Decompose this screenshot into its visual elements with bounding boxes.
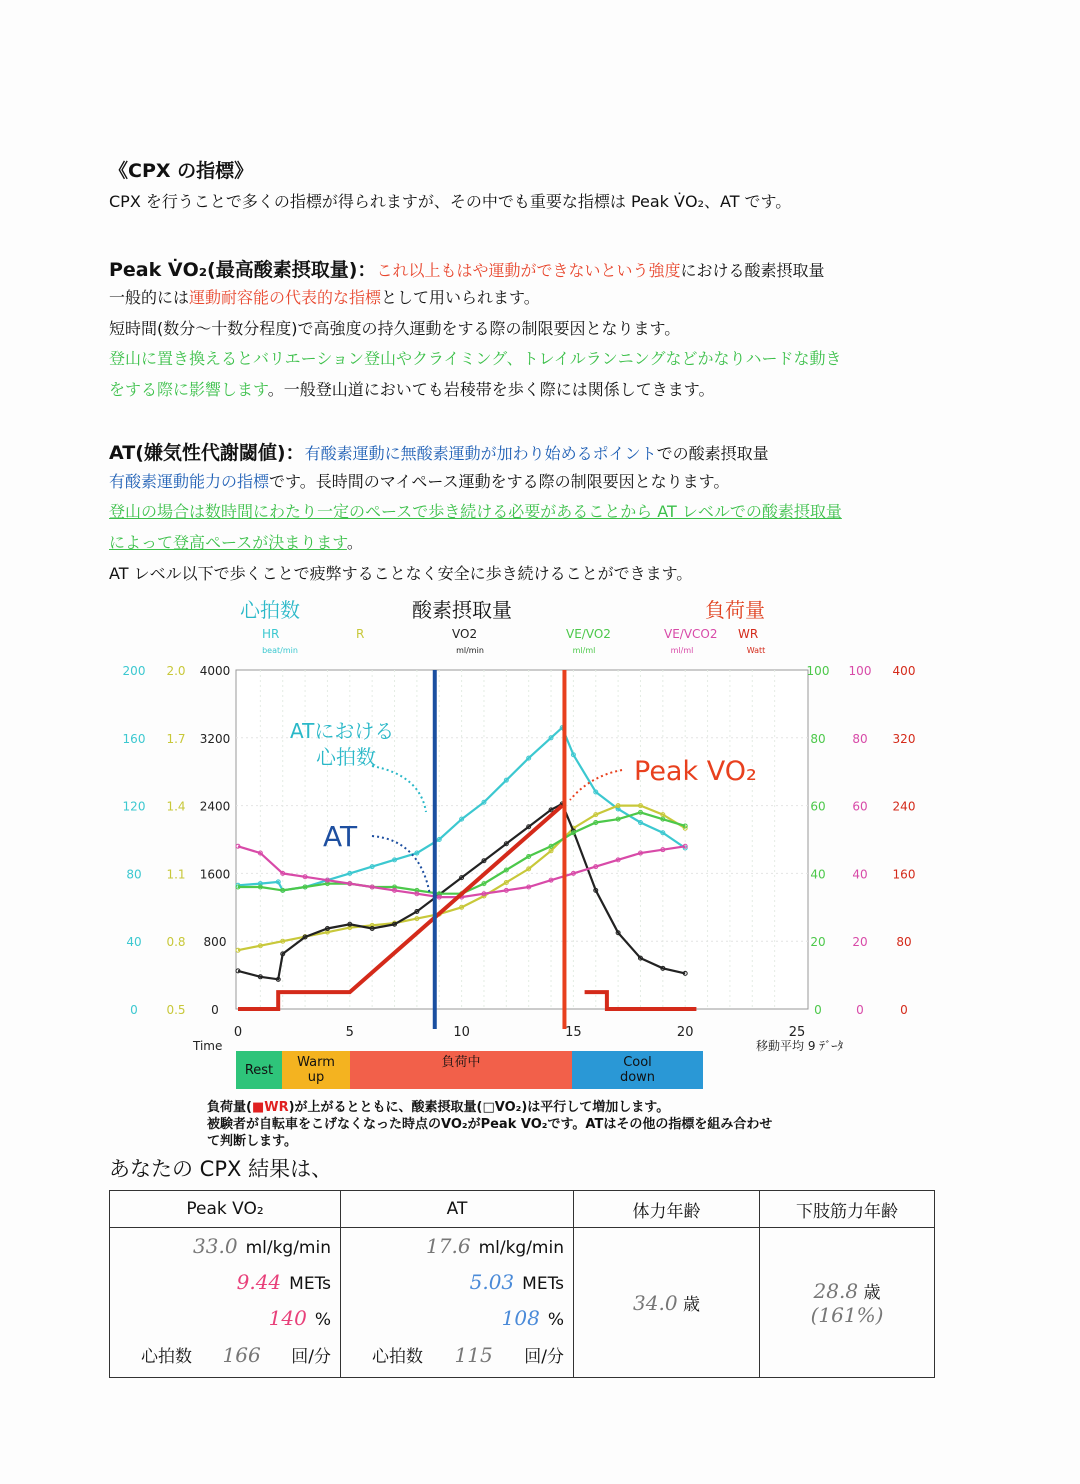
peak-vo2-value: 33.0 (193, 1234, 238, 1258)
y-tick-label: 20 (852, 935, 868, 950)
x-axis-label: Time (193, 1039, 223, 1053)
fitness-age-value: 34.0 (633, 1291, 678, 1315)
y-tick-label: 40 (852, 867, 868, 882)
at-vo2-value: 17.6 (426, 1234, 471, 1258)
y-tick-label: 0 (856, 1003, 864, 1017)
x-tick-label: 10 (453, 1025, 470, 1040)
peak-heading: Peak V̇O₂(最高酸素摂取量)： (109, 259, 377, 281)
legend-r: R (356, 627, 365, 641)
y-tick-label: 100 (848, 664, 872, 678)
y-tick-label: 1600 (199, 867, 231, 882)
y-tick-label: 120 (122, 799, 146, 814)
y-tick-label: 0 (900, 1003, 908, 1017)
y-tick-label: 40 (126, 935, 142, 950)
y-tick-label: 80 (126, 867, 142, 882)
at-heading: AT(嫌気性代謝閾値)： (109, 442, 305, 464)
phase-rest: Rest (236, 1051, 282, 1089)
unit: % (547, 1310, 564, 1330)
unit: ml/kg/min (478, 1238, 564, 1258)
at-line4: 。 (346, 533, 363, 552)
y-tick-label: 80 (896, 935, 912, 950)
peak-mets-value: 9.44 (236, 1270, 282, 1294)
peak-line5-highlight: をする際に影響します (109, 380, 268, 399)
legend-ve-vo2: VE/VO2 (566, 627, 611, 641)
hr-label: 心拍数 (141, 1347, 192, 1367)
y-tick-label: 80 (810, 731, 826, 746)
y-tick-label: 1.7 (166, 731, 186, 746)
at-pct-value: 108 (501, 1306, 540, 1330)
y-tick-label: 240 (892, 799, 916, 814)
results-title: あなたの CPX 結果は、 (109, 1157, 333, 1181)
at-line2-highlight: 有酸素運動能力の指標 (109, 472, 270, 491)
legend-vo2: VO2 (452, 627, 478, 641)
y-tick-label: 0.8 (166, 935, 186, 950)
section-title: 《CPX の指標》 (109, 160, 254, 182)
header-fitness-age: 体力年齢 (574, 1191, 760, 1228)
peak-line2: 一般的には (109, 288, 190, 307)
y-tick-label: 400 (892, 664, 916, 678)
fitness-age-cell (574, 1228, 760, 1378)
legend-unit: ml/ml (572, 646, 596, 655)
leg-age-pct: (161%) (810, 1303, 884, 1327)
at-hr-value: 115 (454, 1343, 493, 1367)
at-line5: AT レベル以下で歩くことで疲弊することなく安全に歩き続けることができます。 (109, 564, 693, 583)
cpx-chart (0, 590, 1080, 1060)
annotation-at: AT (323, 820, 358, 853)
y-tick-label: 2.0 (166, 664, 186, 678)
y-tick-label: 160 (892, 867, 916, 882)
y-tick-label: 40 (810, 867, 826, 882)
phase-warmup: Warm up (282, 1051, 350, 1089)
y-tick-label: 0 (130, 1003, 138, 1017)
y-tick-label: 200 (122, 664, 146, 678)
at-line3: 登山の場合は数時間にわたり一定のペースで歩き続ける必要があることから AT レベルでの酸素摂取量 (109, 502, 842, 521)
legend-hr: HR (262, 627, 280, 641)
y-tick-label: 60 (852, 799, 868, 814)
unit: % (314, 1310, 331, 1330)
at-def-rest: での酸素摂取量 (656, 444, 769, 463)
y-tick-label: 1.4 (166, 799, 186, 814)
at-mets-value: 5.03 (469, 1270, 515, 1294)
intro-text: CPX を行うことで多くの指標が得られますが、その中でも重要な指標は Peak V̇O₂、AT です。 (109, 192, 792, 211)
at-line2: です。長時間のマイペース運動をする際の制限要因となります。 (269, 472, 730, 491)
legend-ve-vco2: VE/VCO2 (664, 627, 718, 641)
header-leg-age: 下肢筋力年齢 (760, 1191, 935, 1228)
legend-unit: ml/min (456, 646, 484, 655)
phase-cooldown: Cool down (572, 1051, 703, 1089)
annotation-peak-vo2: Peak VO₂ (634, 756, 757, 787)
y-tick-label: 80 (852, 731, 868, 746)
unit: ml/kg/min (245, 1238, 331, 1258)
at-def-highlight: 有酸素運動に無酸素運動が加わり始めるポイント (304, 444, 657, 463)
at-line4-highlight: によって登高ペースが決まります (109, 533, 347, 552)
x-tick-label: 0 (233, 1025, 243, 1040)
y-tick-label: 1.1 (166, 867, 186, 882)
y-tick-label: 4000 (199, 664, 231, 678)
x-tick-label: 20 (676, 1025, 694, 1040)
unit: 歳 (682, 1295, 700, 1315)
header-at: AT (341, 1191, 574, 1228)
caption-line2: 被験者が自転車をこげなくなった時点のVO₂がPeak VO₂です。ATはその他の指標を組み合わせ (207, 1117, 773, 1132)
leg-age-cell (760, 1228, 935, 1378)
peak-hr-value: 166 (222, 1343, 261, 1367)
chart-group-title: 負荷量 (705, 598, 765, 622)
chart-group-title: 酸素摂取量 (412, 598, 512, 622)
y-tick-label: 3200 (199, 731, 231, 746)
legend-unit: beat/min (262, 646, 298, 655)
x-tick-label: 5 (345, 1025, 354, 1040)
y-tick-label: 100 (806, 664, 830, 678)
caption-line1: 負荷量( (207, 1100, 252, 1115)
peak-line5: 。一般登山道においても岩稜帯を歩く際には関係してきます。 (267, 380, 715, 399)
annotation-at-hr: 心拍数 (316, 745, 376, 769)
peak-cell (110, 1228, 341, 1378)
at-cell (341, 1228, 574, 1378)
results-table (109, 1190, 935, 1378)
y-tick-label: 2400 (199, 799, 231, 814)
unit: METs (289, 1274, 331, 1294)
smoothing-note: 移動平均 9 ﾃﾞｰﾀ (756, 1039, 844, 1053)
unit: METs (522, 1274, 564, 1294)
peak-line3: 短時間(数分～十数分程度)で高強度の持久運動をする際の制限要因となります。 (109, 319, 681, 338)
y-tick-label: 800 (203, 935, 227, 950)
peak-def-highlight: これ以上もはや運動ができないという強度 (376, 261, 681, 280)
caption-line1-end: )が上がるとともに、酸素摂取量(□VO₂)は平行して増加します。 (288, 1100, 670, 1115)
caption-line3: て判断します。 (207, 1134, 297, 1149)
hr-label: 心拍数 (372, 1347, 423, 1367)
annotation-at-hr: ATにおける (290, 719, 395, 743)
phase-load: 負荷中 (350, 1051, 572, 1089)
legend-unit: Watt (746, 646, 766, 655)
peak-pct-value: 140 (268, 1306, 307, 1330)
y-tick-label: 0 (211, 1003, 219, 1017)
x-tick-label: 15 (565, 1025, 582, 1040)
unit: 歳 (863, 1283, 881, 1303)
y-tick-label: 320 (892, 731, 916, 746)
chart-group-title: 心拍数 (240, 598, 300, 622)
peak-def-rest: における酸素摂取量 (680, 261, 825, 280)
x-tick-label: 25 (788, 1025, 806, 1040)
legend-unit: ml/ml (670, 646, 694, 655)
leg-age-value: 28.8 (813, 1279, 859, 1303)
peak-line2-highlight: 運動耐容能の代表的な指標 (189, 288, 382, 307)
unit: 回/分 (524, 1347, 564, 1367)
header-peak-vo2: Peak VO₂ (110, 1191, 341, 1228)
peak-line4: 登山に置き換えるとバリエーション登山やクライミング、トレイルランニングなどかなりハードな動き (109, 349, 842, 368)
y-tick-label: 20 (810, 935, 826, 950)
legend-wr: WR (738, 627, 759, 641)
peak-line2-end: として用いられます。 (381, 288, 540, 307)
y-tick-label: 60 (810, 799, 826, 814)
y-tick-label: 0 (814, 1003, 822, 1017)
caption-wr: ■WR (251, 1100, 289, 1115)
unit: 回/分 (291, 1347, 331, 1367)
y-tick-label: 0.5 (166, 1003, 186, 1017)
y-tick-label: 160 (122, 731, 146, 746)
